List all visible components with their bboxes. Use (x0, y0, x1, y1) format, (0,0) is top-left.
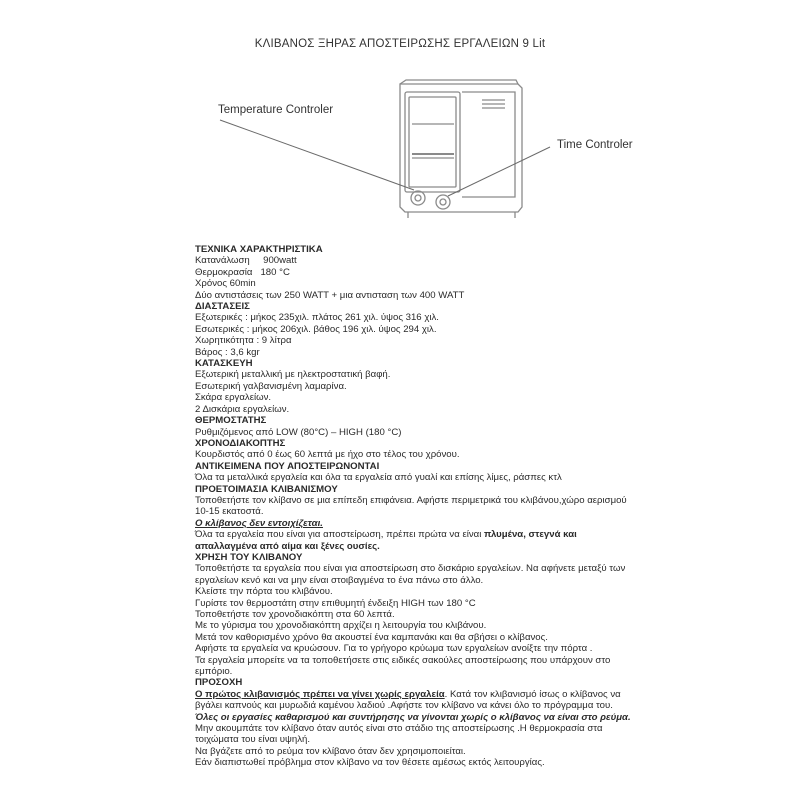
usage-line: Τοποθετήστε τα εργαλεία που είναι για αποστείρωση στο δισκάριο εργαλείων. Να αφήνετε μεταξύ των (195, 563, 626, 575)
usage-line: εμπόριο. (195, 666, 233, 678)
thermostat-heading: ΘΕΡΜΟΣΤΑΤΗΣ (195, 415, 267, 427)
caution-line: Εάν διαπιστωθεί πρόβλημα στον κλίβανο να τον θέσετε αμέσως εκτός λειτουργίας. (195, 757, 545, 769)
time-controller-label: Time Controler (557, 139, 633, 151)
document-body (195, 244, 635, 769)
prep-line: Τοποθετήστε τον κλίβανο σε μια επίπεδη επιφάνεια. Αφήστε περιμετρικά του κλιβάνου,χώρο αερισμού (195, 494, 627, 506)
prep-line: 10-15 εκατοστά. (195, 506, 264, 518)
temperature-line: Θερμοκρασία 180 °C (195, 266, 290, 278)
power-line: Κατανάλωση 900watt (195, 255, 297, 267)
time-line: Χρόνος 60min (195, 278, 256, 290)
usage-line: Με το γύρισμα του χρονοδιακόπτη αρχίζει η λειτουργία του κλιβάνου. (195, 620, 487, 632)
usage-line: Μετά τον καθορισμένο χρόνο θα ακουστεί ένα καμπανάκι και θα σβήσει ο κλίβανος. (195, 631, 548, 643)
items-line: Όλα τα μεταλλικά εργαλεία και όλα τα εργαλεία από γυαλί και επίσης λίμες, ράσπες κτλ (195, 472, 562, 484)
construction-line: Εσωτερική γαλβανισμένη λαμαρίνα. (195, 380, 347, 392)
first-run-line: Ο πρώτος κλιβανισμός πρέπει να γίνει χωρίς εργαλεία. Κατά τον κλιβανισμό ίσως ο κλίβανος να (195, 688, 621, 700)
construction-line: 2 Δισκάρια εργαλείων. (195, 403, 290, 415)
construction-heading: ΚΑΤΑΣΚΕΥΗ (195, 358, 253, 370)
items-heading: ΑΝΤΙΚΕΙΜΕΝΑ ΠΟΥ ΑΠΟΣΤΕΙΡΩΝΟΝΤΑΙ (195, 460, 380, 472)
construction-line: Σκάρα εργαλείων. (195, 392, 272, 404)
outer-dimensions: Εξωτερικές : μήκος 235χιλ. πλάτος 261 χιλ. ύψος 316 χιλ. (195, 312, 439, 324)
capacity-line: Χωρητικότητα : 9 λίτρα (195, 335, 292, 347)
usage-line: Γυρίστε τον θερμοστάτη στην επιθυμητή ένδειξη HIGH των 180 °C (195, 597, 476, 609)
usage-line: Κλείστε την πόρτα του κλιβάνου. (195, 586, 333, 598)
no-built-in-warning: Ο κλίβανος δεν εντοιχίζεται. (195, 517, 323, 529)
thermostat-line: Ρυθμιζόμενος από LOW (80°C) – HIGH (180 °C) (195, 426, 402, 438)
tools-prep-line: Όλα τα εργαλεία που είναι για αποστείρωση, πρέπει πρώτα να είναι πλυμένα, στεγνά και απαλλαγμένα από αίμα και ξένες ουσίες. (195, 529, 577, 552)
resistors-line: Δύο αντιστάσεις των 250 WATT + μια αντισταση των 400 WATT (195, 289, 465, 301)
usage-line: Τα εργαλεία μπορείτε να τα τοποθετήσετε στις ειδικές σακούλες αποστείρωσης που υπάρχουν στο (195, 654, 611, 666)
caution-line: βγάλει καπνούς και μυρωδιά καμένου λαδιού .Αφήστε τον κλίβανο να κάνει όλο το πρόγραμμα του. (195, 700, 613, 712)
usage-heading: ΧΡΗΣΗ ΤΟΥ ΚΛΙΒΑΝΟΥ (195, 551, 303, 563)
dimensions-heading: ΔΙΑΣΤΑΣΕΙΣ (195, 301, 250, 313)
caution-line: Μην ακουμπάτε τον κλίβανο όταν αυτός είναι στο στάδιο της αποστείρωσης .Η θερμοκρασία στα (195, 723, 603, 735)
prep-heading: ΠΡΟΕΤΟΙΜΑΣΙΑ ΚΛΙΒΑΝΙΣΜΟΥ (195, 483, 338, 495)
specs-heading: ΤΕΧΝΙΚΑ ΧΑΡΑΚΤΗΡΙΣΤΙΚΑ (195, 244, 323, 255)
timer-line: Κουρδιστός από 0 έως 60 λεπτά με ήχο στο τέλος του χρόνου. (195, 449, 460, 461)
caution-line: Να βγάζετε από το ρεύμα τον κλίβανο όταν δεν χρησιμοποιείται. (195, 745, 466, 757)
caution-line: τοιχώματα του είναι υψηλή. (195, 734, 310, 746)
inner-dimensions: Εσωτερικές : μήκος 206χιλ. βάθος 196 χιλ. ύψος 294 χιλ. (195, 323, 437, 335)
caution-heading: ΠΡΟΣΟΧΗ (195, 677, 243, 689)
temperature-controller-label: Temperature Controler (218, 104, 334, 116)
usage-line: Τοποθετήστε τον χρονοδιακόπτη στα 60 λεπτά. (195, 609, 395, 620)
usage-line: Αφήστε τα εργαλεία να κρυώσουν. Για το γρήγορο κρύωμα των εργαλείων ανοίξτε την πόρτα . (195, 643, 593, 655)
usage-line: εργαλείων κενό και να μην είναι στοιβαγμένα το ένα πάνω στο άλλο. (195, 574, 484, 586)
cleaning-warning: Όλες οι εργασίες καθαρισμού και συντήρησης να γίνονται χωρίς ο κλίβανος να είναι στο ρεύμα. (195, 711, 631, 723)
timer-heading: ΧΡΟΝΟΔΙΑΚΟΠΤΗΣ (195, 437, 286, 449)
document-title: ΚΛΙΒΑΝΟΣ ΞΗΡΑΣ ΑΠΟΣΤΕΙΡΩΣΗΣ ΕΡΓΑΛΕΙΩΝ 9 Lit (254, 38, 546, 50)
weight-line: Βάρος : 3,6 kgr (195, 346, 260, 358)
construction-line: Εξωτερική μεταλλική με ηλεκτροστατική βαφή. (195, 369, 391, 381)
